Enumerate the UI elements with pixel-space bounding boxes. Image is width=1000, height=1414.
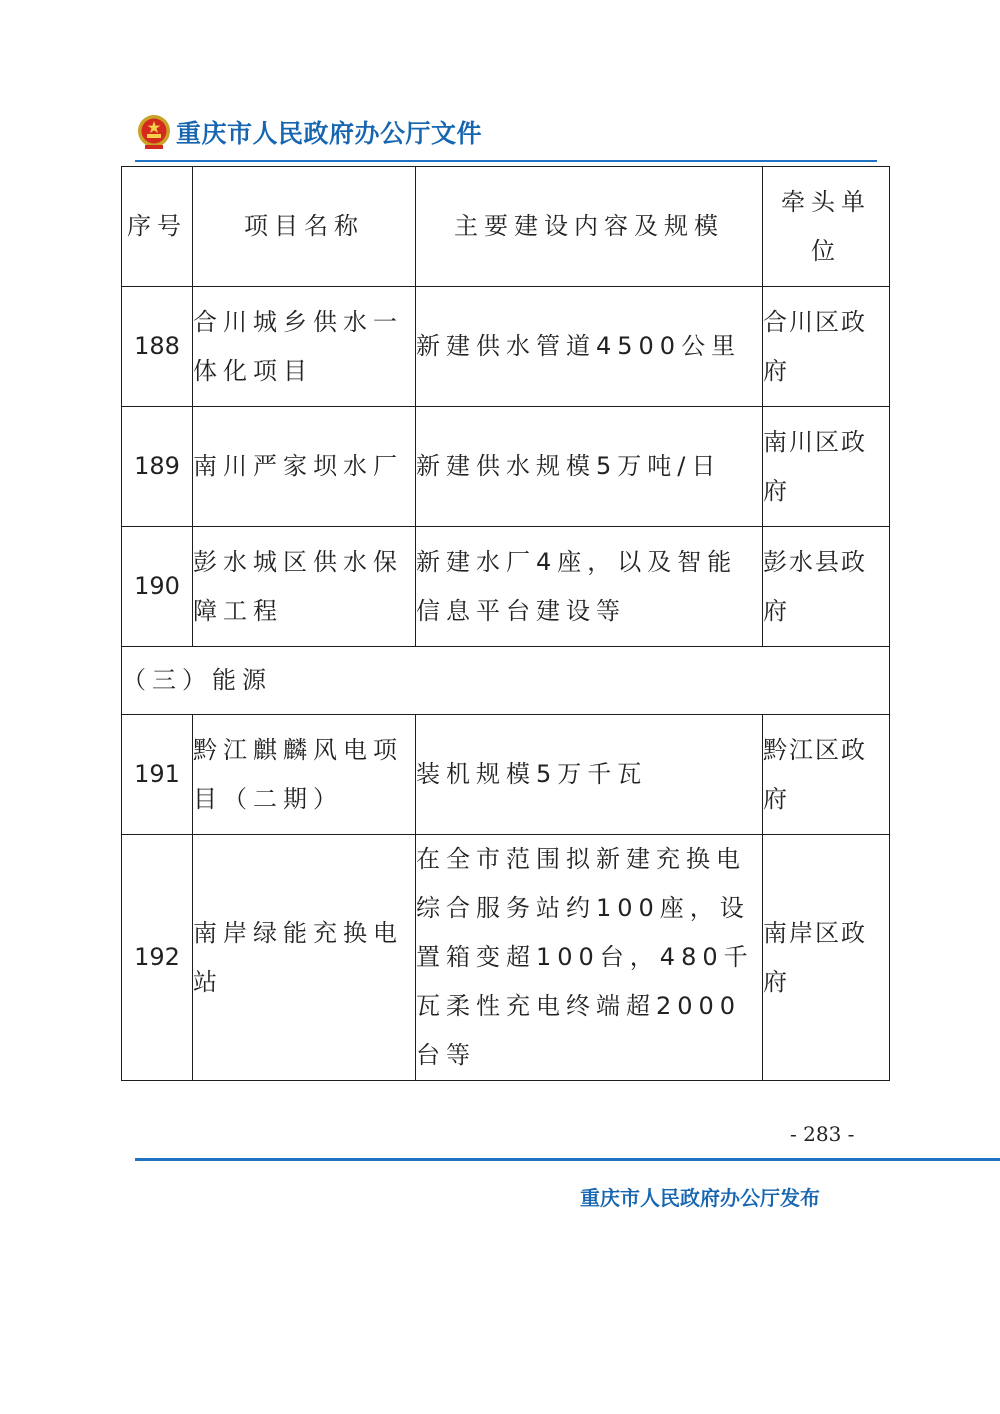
- project-name: 黔江麒麟风电项目（二期）: [193, 715, 416, 835]
- document-header: [136, 112, 482, 152]
- table-row: [122, 407, 890, 527]
- table-header-row: [122, 167, 890, 287]
- project-content: 装机规模5万千瓦: [416, 715, 763, 835]
- national-emblem-icon: [136, 112, 172, 152]
- footer-publisher: 重庆市人民政府办公厅发布: [580, 1186, 820, 1210]
- lead-unit: 南岸区政府: [763, 835, 890, 1081]
- project-content: 新建供水管道4500公里: [416, 287, 763, 407]
- project-content: 在全市范围拟新建充换电综合服务站约100座，设置箱变超100台，480千瓦柔性充电终端超2000台等: [416, 835, 763, 1081]
- row-number: 191: [122, 715, 193, 835]
- column-header-name: 项目名称: [193, 167, 416, 287]
- column-header-content: 主要建设内容及规模: [416, 167, 763, 287]
- project-name: 彭水城区供水保障工程: [193, 527, 416, 647]
- project-content: 新建供水规模5万吨/日: [416, 407, 763, 527]
- lead-unit: 南川区政府: [763, 407, 890, 527]
- header-rule: [135, 160, 877, 162]
- row-number: 189: [122, 407, 193, 527]
- project-table: [121, 166, 890, 1081]
- project-name: 合川城乡供水一体化项目: [193, 287, 416, 407]
- table-row: [122, 835, 890, 1081]
- lead-unit: 合川区政府: [763, 287, 890, 407]
- project-name: 南川严家坝水厂: [193, 407, 416, 527]
- project-name: 南岸绿能充换电站: [193, 835, 416, 1081]
- table-row: [122, 287, 890, 407]
- column-header-no: 序号: [122, 167, 193, 287]
- row-number: 190: [122, 527, 193, 647]
- lead-unit: 彭水县政府: [763, 527, 890, 647]
- row-number: 192: [122, 835, 193, 1081]
- column-header-lead: 牵头单位: [763, 167, 890, 287]
- header-title: 重庆市人民政府办公厅文件: [176, 119, 483, 148]
- table-row: [122, 527, 890, 647]
- section-row: [122, 647, 890, 715]
- footer-rule: [135, 1158, 1000, 1161]
- section-heading: （三）能源: [122, 647, 890, 715]
- project-content: 新建水厂4座，以及智能信息平台建设等: [416, 527, 763, 647]
- lead-unit: 黔江区政府: [763, 715, 890, 835]
- page-number: - 283 -: [790, 1122, 855, 1146]
- row-number: 188: [122, 287, 193, 407]
- table-row: [122, 715, 890, 835]
